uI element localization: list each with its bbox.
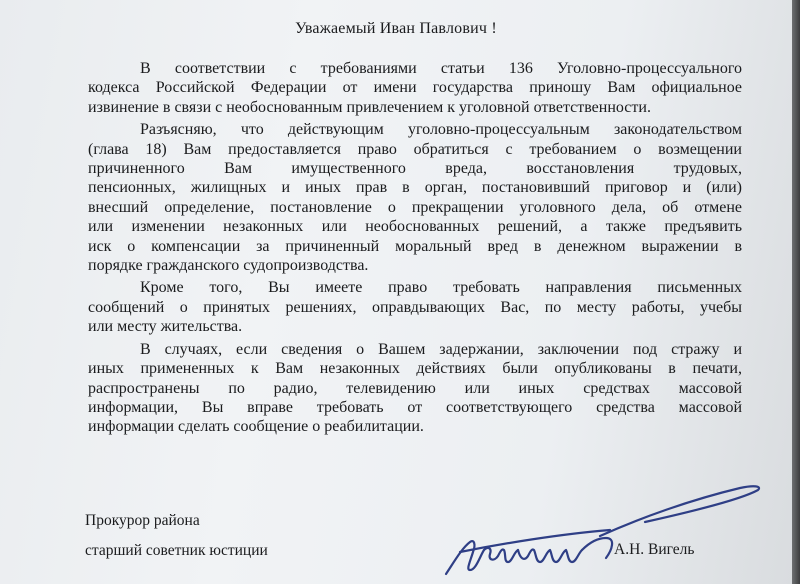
text-line: пенсионных, жилищных и иных прав в орган, постановивший приговор и (или) xyxy=(88,179,742,197)
signatory-name: А.Н. Вигель xyxy=(614,541,695,558)
background-edge xyxy=(792,0,800,584)
signatory-rank: старший советник юстиции xyxy=(85,542,268,559)
handwritten-signature xyxy=(440,478,770,584)
paragraph-4 xyxy=(88,340,742,437)
text-line: Разъясняю, что действующим уголовно-процессуальным законодательством xyxy=(140,121,742,139)
text-line: извинение в связи с необоснованным привлечением к уголовной ответственности. xyxy=(88,98,651,116)
text-line: Кроме того, Вы имеете право требовать направления письменных xyxy=(140,279,742,297)
signatory-position: Прокурор района xyxy=(85,512,200,529)
greeting: Уважаемый Иван Павлович ! xyxy=(295,20,497,37)
text-line: В случаях, если сведения о Вашем задержании, заключении под стражу и xyxy=(140,340,742,358)
text-line: кодекса Российской Федерации от имени государства приношу Вам официальное xyxy=(88,79,742,97)
text-line: В соответствии с требованиями статьи 136 Уголовно-процессуального xyxy=(140,60,742,77)
paragraph-3 xyxy=(88,278,742,336)
text-line: информации, Вы вправе требовать от соответствующего средства массовой xyxy=(88,398,742,416)
text-line: информации сделать сообщение о реабилитации. xyxy=(88,418,424,436)
text-line: сообщений о принятых решениях, оправдывающих Вас, по месту работы, учебы xyxy=(88,298,742,316)
text-line: иных примененных к Вам незаконных действиях были опубликованы в печати, xyxy=(88,360,742,378)
text-line: распространены по радио, телевидению или иных средствах массовой xyxy=(88,379,742,397)
text-line: иск о компенсации за причиненный моральный вред в денежном выражении в xyxy=(88,237,742,255)
text-line: причиненного Вам имущественного вреда, восстановления трудовых, xyxy=(88,160,742,178)
letter-body xyxy=(88,59,742,440)
paragraph-2 xyxy=(88,120,742,275)
text-line: внесший определение, постановление о прекращении уголовного дела, об отмене xyxy=(88,198,742,216)
text-line: (глава 18) Вам предоставляется право обратиться с требованием о возмещении xyxy=(88,140,742,158)
text-line: или изменении незаконных или необоснованных решений, а также предъявить xyxy=(88,218,742,236)
paragraph-1 xyxy=(88,59,742,117)
text-line: или месту жительства. xyxy=(88,318,243,336)
text-line: порядке гражданского судопроизводства. xyxy=(88,257,369,275)
